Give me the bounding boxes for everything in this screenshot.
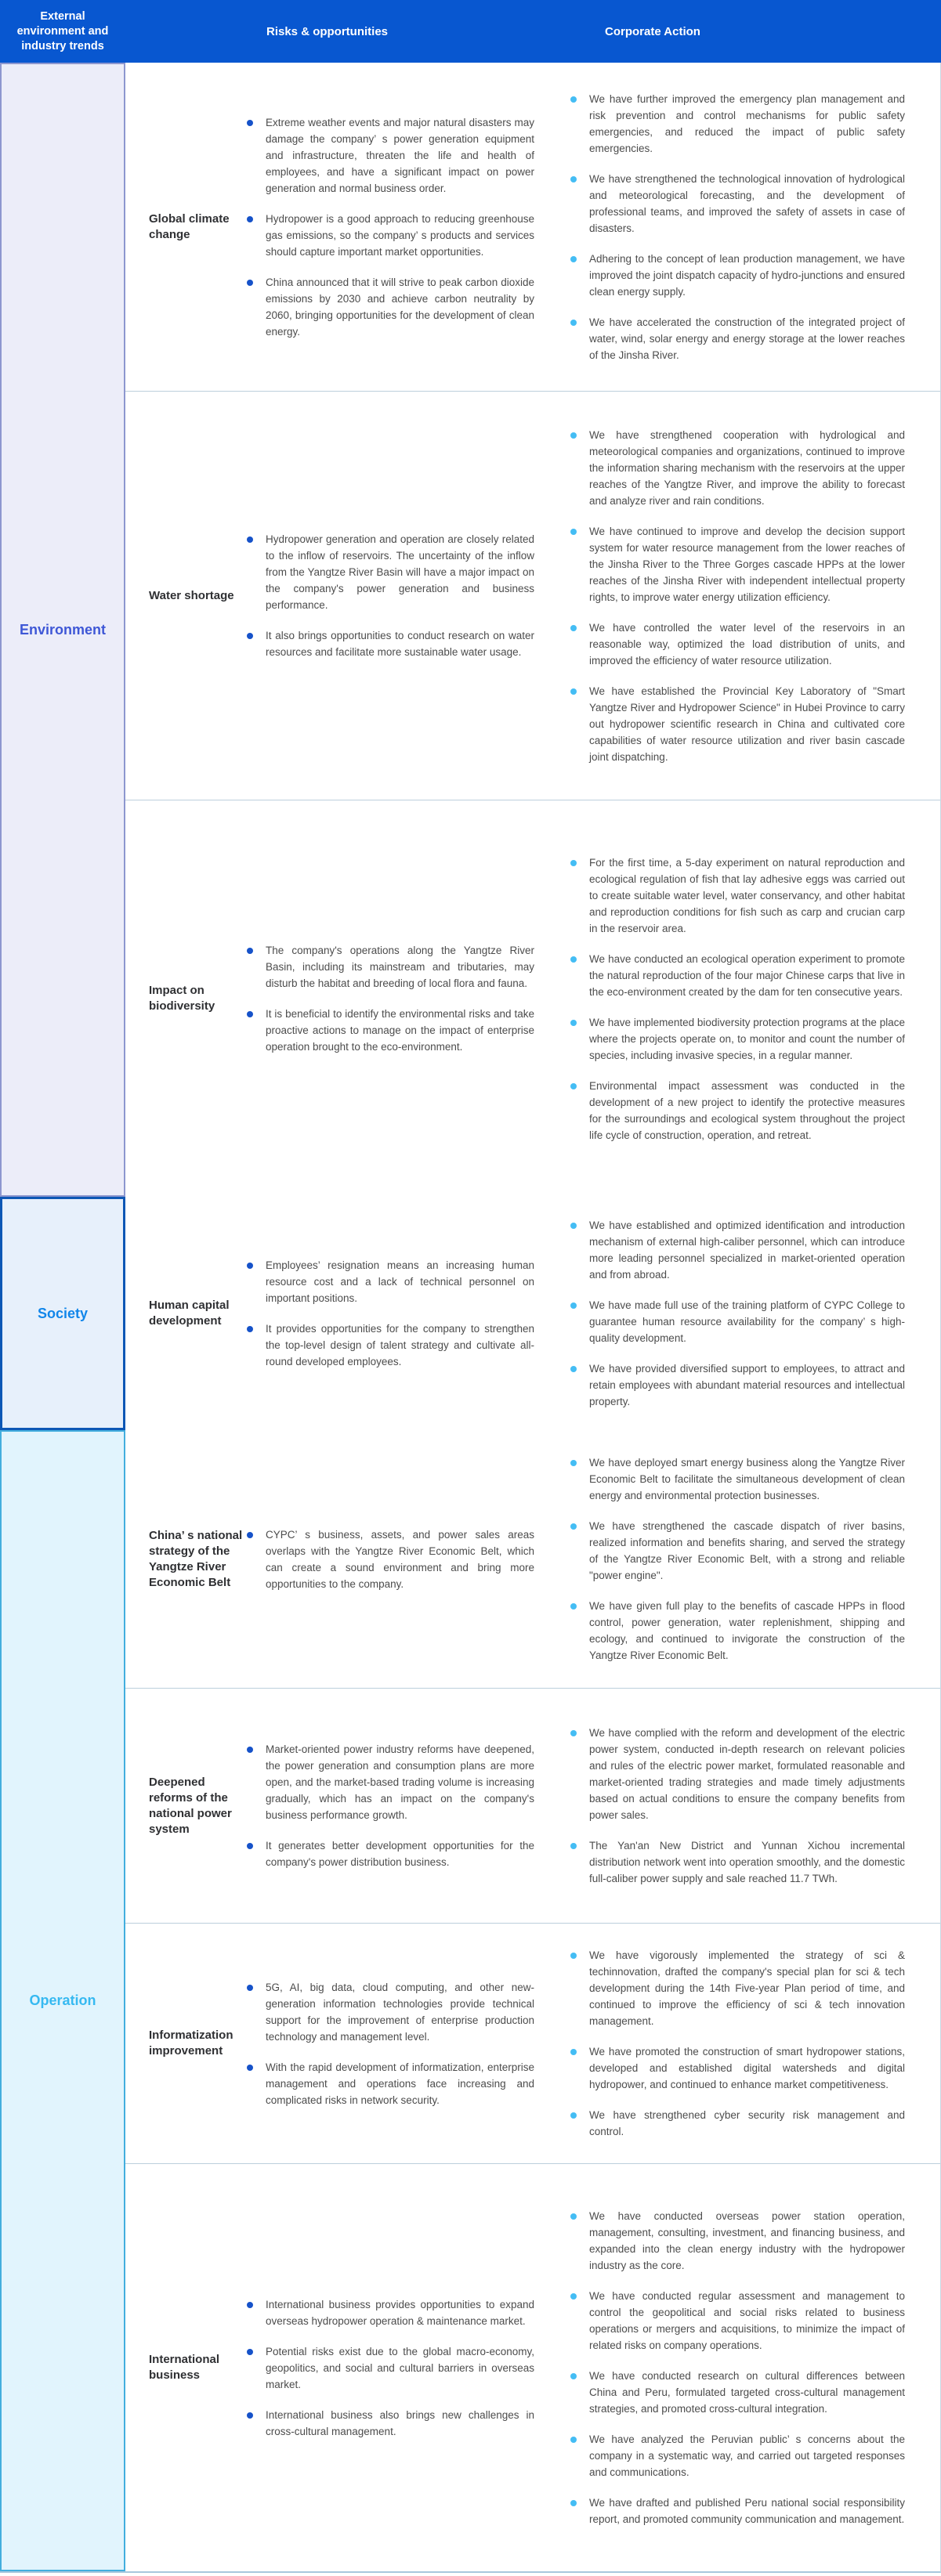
risk-text: Potential risks exist due to the global macro-economy, geopolitics, and social and cultural barriers in overseas market. — [266, 2345, 534, 2390]
action-item — [570, 314, 905, 363]
table-row — [125, 800, 940, 1197]
action-text: We have conducted overseas power station operation, management, consulting, investment, and financing business, and expanded into the clean energy industry with the hydropower industry as the core. — [589, 2210, 905, 2271]
actions-cell — [570, 91, 905, 363]
risk-text: With the rapid development of informatization, enterprise management and operations face increasing and complicated risks in network security. — [266, 2061, 534, 2106]
bullet-icon — [570, 1953, 577, 1959]
action-text: We have provided diversified support to employees, to attract and retain employees with abundant material resources and intellectual property. — [589, 1363, 905, 1407]
action-item — [570, 2288, 905, 2354]
risk-item — [247, 1321, 534, 1370]
risk-item — [247, 531, 534, 613]
risk-item — [247, 1837, 534, 1870]
risk-item — [247, 114, 534, 197]
risk-item — [247, 1979, 534, 2045]
bullet-icon — [570, 688, 577, 695]
bullet-icon — [570, 2373, 577, 2379]
bullet-icon — [570, 176, 577, 182]
environment-rows — [125, 63, 940, 1197]
risk-text: Extreme weather events and major natural disasters may damage the company’ s power generation equipment and infrastructure, threaten the life and health of employees, and have a significant impact on power generation and normal business order. — [266, 116, 534, 194]
actions-cell — [570, 1217, 905, 1410]
action-item — [570, 2043, 905, 2093]
bullet-icon — [570, 1083, 577, 1089]
bullet-icon — [247, 1532, 253, 1538]
action-text: We have strengthened the technological innovation of hydrological and meteorological forecasting, and the development of professional teams, and improved the safety of assets in case of disasters. — [589, 172, 905, 234]
action-text: We have established and optimized identification and introduction mechanism of external high-caliber personnel, which can introduce more leading personnel specialized in market-oriented operation and from abroad. — [589, 1219, 905, 1281]
action-text: We have drafted and published Peru national social responsibility report, and promoted community communication and management. — [589, 2497, 905, 2525]
action-text: We have continued to improve and develop the decision support system for water resource management from the lower reaches of the Jinsha River to the Three Gorges cascade HPPs at the lower reaches of the Jinsha River with independent intellectual property rights, to improve water energy utilization efficiency. — [589, 525, 905, 603]
table-row — [125, 1430, 940, 1689]
action-item — [570, 427, 905, 509]
risk-item — [247, 211, 534, 260]
header-corporate-action: Corporate Action — [605, 24, 700, 38]
risk-text: China announced that it will strive to peak carbon dioxide emissions by 2030 and achieve carbon neutrality by 2060, bringing opportunities for the development of clean energy. — [266, 276, 534, 338]
bullet-icon — [570, 1523, 577, 1530]
bullet-icon — [570, 1302, 577, 1309]
action-item — [570, 1297, 905, 1346]
bullet-icon — [247, 1843, 253, 1849]
row-label-deepened-reforms: Deepened reforms of the national power system — [149, 1775, 232, 1836]
bullet-icon — [247, 1263, 253, 1269]
action-text: We have conducted research on cultural differences between China and Peru, formulated targeted cross-cultural management strategies, and promoted cross-cultural integration. — [589, 2370, 905, 2415]
bullet-icon — [570, 529, 577, 535]
group-operation — [0, 1430, 940, 2571]
risk-item — [247, 2059, 534, 2108]
bullet-icon — [570, 432, 577, 439]
bullet-icon — [247, 1011, 253, 1017]
row-label-international-business: International business — [149, 2353, 220, 2382]
bullet-icon — [247, 537, 253, 543]
risk-item — [247, 2407, 534, 2440]
risk-item — [247, 1257, 534, 1306]
category-label-society: Society — [0, 1197, 125, 1430]
action-text: We have promoted the construction of smart hydropower stations, developed and established digital watersheds and digital hydropower, and continued to enhance market competitiveness. — [589, 2046, 905, 2090]
bullet-icon — [570, 2437, 577, 2443]
bullet-icon — [247, 2065, 253, 2071]
action-text: Environmental impact assessment was conducted in the development of a new project to identify the protective measures for the surroundings and ecological system throughout the project life cycle of construction, operation, and retreat. — [589, 1079, 905, 1141]
bullet-icon — [247, 120, 253, 126]
bullet-icon — [247, 1985, 253, 1991]
table-row — [125, 63, 940, 392]
table-body — [0, 63, 941, 2573]
action-item — [570, 251, 905, 300]
action-item — [570, 2431, 905, 2480]
header-risks-opportunities: Risks & opportunities — [266, 24, 389, 38]
action-text: We have further improved the emergency plan management and risk prevention and control mechanisms for public safety emergencies, and reduced the impact of public safety emergencies. — [589, 92, 905, 154]
action-text: Adhering to the concept of lean production management, we have improved the joint dispatch capacity of hydro-junctions and ensured clean energy supply. — [589, 252, 905, 298]
risk-item — [247, 1526, 534, 1592]
bullet-icon — [570, 96, 577, 103]
row-label-impact-on-biodiversity: Impact on biodiversity — [149, 984, 215, 1013]
risks-cell — [247, 1979, 534, 2108]
operation-rows — [125, 1430, 940, 2571]
action-item — [570, 523, 905, 605]
table-row — [125, 1924, 940, 2164]
action-text: We have implemented biodiversity protection programs at the place where the projects operate on, to monitor and count the number of species, including invasive species, in a regular manner. — [589, 1016, 905, 1061]
bullet-icon — [247, 2302, 253, 2308]
action-text: We have accelerated the construction of the integrated project of water, wind, solar energy and energy storage at the lower reaches of the Jinsha River. — [589, 316, 905, 361]
group-environment — [0, 63, 940, 1197]
risks-cell — [247, 1257, 534, 1370]
bullet-icon — [570, 625, 577, 631]
action-text: We have conducted an ecological operation experiment to promote the natural reproduction of the four major Chinese carps that live in the eco-environment created by the dam for ten consecutive years. — [589, 952, 905, 998]
bullet-icon — [247, 1747, 253, 1753]
row-label-human-capital-development: Human capital development — [149, 1299, 230, 1328]
action-item — [570, 91, 905, 157]
action-item — [570, 1360, 905, 1410]
risk-text: Hydropower generation and operation are closely related to the inflow of reservoirs. The uncertainty of the inflow from the Yangtze River Basin will have a major impact on the company's power generation and business performance. — [266, 533, 534, 611]
bullet-icon — [570, 2112, 577, 2119]
bullet-icon — [247, 948, 253, 954]
bullet-icon — [570, 1223, 577, 1229]
risk-text: International business provides opportunities to expand overseas hydropower operation & maintenance market. — [266, 2298, 534, 2327]
actions-cell — [570, 427, 905, 765]
action-item — [570, 2107, 905, 2140]
category-label-operation: Operation — [0, 1430, 125, 2571]
action-text: We have conducted regular assessment and management to control the geopolitical and social risks related to business operations or mergers and acquisitions, to minimize the impact of related risks on company operations. — [589, 2290, 905, 2351]
action-item — [570, 1947, 905, 2029]
category-label-environment: Environment — [0, 63, 125, 1197]
bullet-icon — [570, 1843, 577, 1849]
table-header — [0, 0, 941, 63]
actions-cell — [570, 1947, 905, 2140]
bullet-icon — [570, 2293, 577, 2300]
bullet-icon — [570, 1730, 577, 1736]
risk-text: CYPC’ s business, assets, and power sales areas overlaps with the Yangtze River Economic Belt, which can create a sound environment and bring more opportunities to the company. — [266, 1528, 534, 1590]
risks-cell — [247, 1741, 534, 1870]
action-text: We have given full play to the benefits of cascade HPPs in flood control, power generation, water replenishment, shipping and ecology, and continued to invigorate the construction of the Yangtze River Economic Belt. — [589, 1600, 905, 1661]
bullet-icon — [570, 956, 577, 963]
action-text: We have established the Provincial Key Laboratory of "Smart Yangtze River and Hydropower Science" in Hubei Province to carry out hydropower scientific research in China and cultivated core capabilities of water resource utilization and river basin cascade joint dispatching. — [589, 685, 905, 763]
society-rows — [125, 1197, 940, 1430]
bullet-icon — [570, 320, 577, 326]
action-item — [570, 171, 905, 237]
action-text: We have strengthened cooperation with hydrological and meteorological companies and organizations, continued to improve the information sharing mechanism with the reservoirs at the upper reaches of the Yangtze River, and improve the ability to forecast and analyze river and rain conditions. — [589, 428, 905, 507]
risk-text: Market-oriented power industry reforms have deepened, the power generation and consumption plans are more open, and the market-based trading volume is increasing gradually, which has an impact on the company's business performance growth. — [266, 1743, 534, 1821]
bullet-icon — [247, 216, 253, 222]
risk-text: The company's operations along the Yangtze River Basin, including its mainstream and tributaries, may disturb the habitat and breeding of local flora and fauna. — [266, 945, 534, 989]
risk-item — [247, 942, 534, 992]
risk-item — [247, 2343, 534, 2393]
header-external-environment: External environment and industry trends — [16, 9, 109, 52]
bullet-icon — [247, 2349, 253, 2355]
action-item — [570, 1725, 905, 1823]
table-row — [125, 2164, 940, 2571]
bullet-icon — [570, 2213, 577, 2220]
risk-item — [247, 627, 534, 660]
row-label-yangtze-river-economic-belt: China’ s national strategy of the Yangtze River Economic Belt — [149, 1528, 243, 1589]
actions-cell — [570, 1725, 905, 1887]
action-item — [570, 2208, 905, 2274]
risks-cell — [247, 2296, 534, 2440]
table-row — [125, 1689, 940, 1924]
risks-cell — [247, 114, 534, 340]
action-text: We have deployed smart energy business along the Yangtze River Economic Belt to facilitate the simultaneous development of clean energy and environmental protection businesses. — [589, 1457, 905, 1501]
action-text: We have controlled the water level of the reservoirs in an reasonable way, optimized the load distribution of units, and improved the efficiency of water resource utilization. — [589, 621, 905, 667]
risk-text: Hydropower is a good approach to reducing greenhouse gas emissions, so the company’ s products and services should capture important market opportunities. — [266, 212, 534, 258]
action-text: The Yan'an New District and Yunnan Xichou incremental distribution network went into operation smoothly, and the domestic full-caliber power supply and sale reached 11.7 TWh. — [589, 1840, 905, 1884]
action-text: We have strengthened cyber security risk management and control. — [589, 2109, 905, 2137]
bullet-icon — [247, 1326, 253, 1332]
action-item — [570, 1518, 905, 1584]
risk-item — [247, 1741, 534, 1823]
bullet-icon — [570, 1603, 577, 1610]
risk-item — [247, 2296, 534, 2329]
action-item — [570, 1217, 905, 1283]
row-label-informatization-improvement: Informatization improvement — [149, 2029, 233, 2058]
action-text: We have complied with the reform and development of the electric power system, conducted in-depth research on relevant policies and rules of the electric power market, formulated reasonable and market-oriented trading strategies and made timely adjustments based on actual conditions to ensure the company benefits from power sales. — [589, 1727, 905, 1821]
bullet-icon — [247, 2412, 253, 2419]
risks-cell — [247, 1526, 534, 1592]
bullet-icon — [570, 1020, 577, 1026]
risks-cell — [247, 531, 534, 660]
action-item — [570, 1837, 905, 1887]
risk-item — [247, 1006, 534, 1055]
risks-cell — [247, 942, 534, 1055]
bullet-icon — [570, 860, 577, 866]
action-text: We have vigorously implemented the strategy of sci & techinnovation, drafted the company's special plan for sci & tech development during the 14th Five-year Plan period of time, and continued to improve the efficiency of sci & tech innovation management. — [589, 1949, 905, 2027]
action-item — [570, 854, 905, 937]
bullet-icon — [247, 633, 253, 639]
row-label-global-climate-change: Global climate change — [149, 211, 230, 241]
action-text: We have made full use of the training platform of CYPC College to guarantee human resource availability for the company’ s high-quality development. — [589, 1299, 905, 1344]
row-label-water-shortage: Water shortage — [149, 588, 234, 602]
risk-item — [247, 274, 534, 340]
action-text: We have analyzed the Peruvian public’ s concerns about the company in a systematic way, and carried out targeted responses and communications. — [589, 2433, 905, 2478]
action-item — [570, 2368, 905, 2417]
risk-text: It provides opportunities for the company to strengthen the top-level design of talent strategy and cultivate all-round developed employees. — [266, 1323, 534, 1367]
action-item — [570, 683, 905, 765]
bullet-icon — [570, 256, 577, 262]
bullet-icon — [570, 2500, 577, 2506]
group-society — [0, 1197, 940, 1430]
action-item — [570, 1454, 905, 1504]
actions-cell — [570, 2208, 905, 2527]
action-item — [570, 951, 905, 1000]
bullet-icon — [570, 1366, 577, 1372]
risk-text: It also brings opportunities to conduct research on water resources and facilitate more sustainable water usage. — [266, 630, 534, 658]
action-text: We have strengthened the cascade dispatch of river basins, realized information and benefits sharing, and served the strategy of the Yangtze River Economic Belt, with a strong and reliable "power engine". — [589, 1520, 905, 1581]
action-text: For the first time, a 5-day experiment on natural reproduction and ecological regulation of fish that lay adhesive eggs was carried out to create suitable water level, water conservancy, and other habitat and reproduction conditions for fish such as carp and crucian carp in the reservoir area. — [589, 856, 905, 934]
action-item — [570, 1014, 905, 1064]
risk-text: It generates better development opportunities for the company's power distribution business. — [266, 1840, 534, 1868]
action-item — [570, 1598, 905, 1664]
table-row — [125, 1197, 940, 1430]
bullet-icon — [570, 1460, 577, 1466]
action-item — [570, 2495, 905, 2527]
actions-cell — [570, 1454, 905, 1664]
risk-text: It is beneficial to identify the environmental risks and take proactive actions to manage on the impact of enterprise operation brought to the eco-environment. — [266, 1008, 534, 1053]
risk-text: 5G, AI, big data, cloud computing, and other new-generation information technologies provide technical support for the improvement of enterprise production technology and management level. — [266, 1981, 534, 2043]
bullet-icon — [570, 2049, 577, 2055]
bullet-icon — [247, 280, 253, 286]
risk-text: International business also brings new challenges in cross-cultural management. — [266, 2408, 534, 2437]
risk-text: Employees’ resignation means an increasing human resource cost and a lack of technical personnel on important positions. — [266, 1259, 534, 1304]
table-row — [125, 392, 940, 800]
action-item — [570, 1078, 905, 1143]
actions-cell — [570, 854, 905, 1143]
action-item — [570, 620, 905, 669]
